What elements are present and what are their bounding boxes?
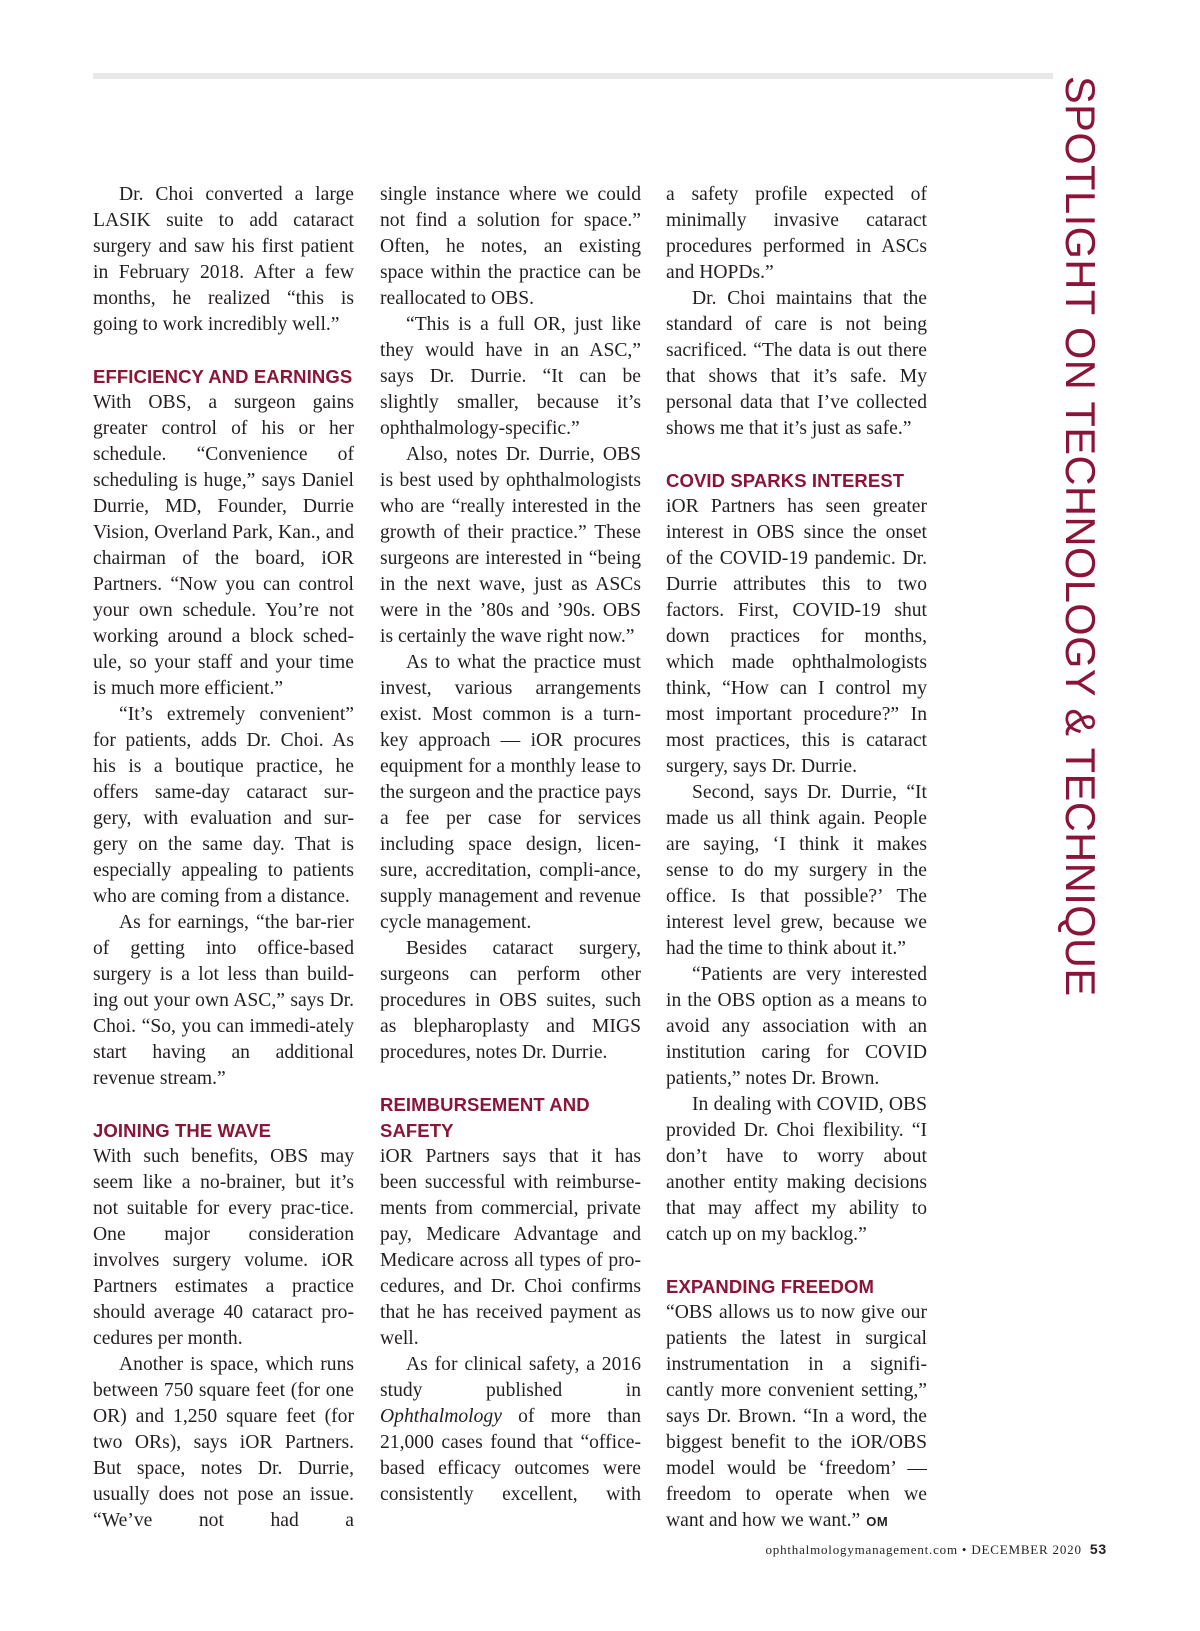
top-rule [93, 73, 1053, 79]
paragraph [666, 962, 927, 1092]
paragraph-text: As for earnings, “the bar-rier of getting into office-based surgery is a lot less than build-ing out your own ASC,” says Dr. Choi. “So, you can immedi-ately start having an additional revenue stream.” [93, 912, 354, 1089]
journal-title: Ophthalmology [380, 1406, 502, 1427]
paragraph-text: iOR Partners says that it has been successful with reimburse-ments from commercial, private pay, Medicare Advantage and Medicare across all types of pro-cedures, and Dr. Choi confirms that he has received payment as well. [380, 1146, 641, 1349]
section-heading: JOINING THE WAVE [93, 1120, 272, 1141]
paragraph [380, 182, 641, 312]
paragraph-text: Second, says Dr. Durrie, “It made us all think again. People are saying, ‘I think it makes sense to do my surgery in the office. Is that possible?’ The interest level grew, because we had the time to think about it.” [666, 782, 927, 959]
page-footer [766, 1541, 1108, 1558]
paragraph-text: “This is a full OR, just like they would have in an ASC,” says Dr. Durrie. “It can be slightly smaller, because it’s ophthalmology-specific.” [380, 314, 641, 439]
column-2 [380, 182, 641, 1508]
paragraph [93, 1352, 354, 1534]
paragraph [666, 1300, 927, 1535]
paragraph-text: “It’s extremely convenient” for patients, adds Dr. Choi. As his is a boutique practice, he offers same-day cataract sur-gery, with evaluation and sur-gery on the same day. That is especially appealing to patients who are coming from a distance. [93, 704, 354, 907]
column-3 [666, 182, 927, 1535]
section-heading: REIMBURSEMENT AND SAFETY [380, 1094, 590, 1141]
paragraph [93, 702, 354, 910]
paragraph [93, 390, 354, 702]
paragraph-text: iOR Partners has seen greater interest in OBS since the onset of the COVID-19 pandemic. Dr. Durrie attributes this to two factors. First, COVID-19 shut down practices for months, which made ophthalmologists think, “How can I control my most important procedure?” In most practices, this is cataract surgery, says Dr. Durrie. [666, 496, 927, 777]
section-title: SPOTLIGHT ON TECHNOLOGY & TECHNIQUE [1057, 76, 1104, 997]
paragraph [666, 1092, 927, 1248]
paragraph-text: single instance where we could not find a solution for space.” Often, he notes, an existing space within the practice can be reallocated to OBS. [380, 184, 641, 309]
paragraph [93, 1144, 354, 1352]
section-heading: EXPANDING FREEDOM [666, 1276, 874, 1297]
section-heading: EFFICIENCY AND EARNINGS [93, 366, 353, 387]
paragraph [380, 1352, 641, 1508]
paragraph-text: Another is space, which runs between 750 square feet (for one OR) and 1,250 square feet (for two ORs), says iOR Partners. But space, notes Dr. Durrie, usually does not pose an issue. “We’ve not had a [93, 1354, 354, 1531]
paragraph [380, 442, 641, 650]
paragraph-text: With such benefits, OBS may seem like a no-brainer, but it’s not suitable for every prac-tice. One major consideration involves surgery volume. iOR Partners estimates a practice should average 40 cataract pro-cedures per month. [93, 1146, 354, 1349]
paragraph [380, 650, 641, 936]
paragraph-text: In dealing with COVID, OBS provided Dr. Choi flexibility. “I don’t have to worry about another entity making decisions that may affect my ability to catch up on my backlog.” [666, 1094, 927, 1245]
paragraph [93, 910, 354, 1092]
paragraph [380, 1144, 641, 1352]
paragraph-text: With OBS, a surgeon gains greater control of his or her schedule. “Convenience of scheduling is huge,” says Daniel Durrie, MD, Founder, Durrie Vision, Overland Park, Kan., and chairman of the board, iOR Partners. “Now you can control your own schedule. You’re not working around a block sched-ule, so your staff and your time is much more efficient.” [93, 392, 354, 699]
paragraph [666, 494, 927, 780]
paragraph-text: “OBS allows us to now give our patients the latest in surgical instrumentation in a signifi-cantly more convenient setting,” says Dr. Brown. “In a word, the biggest benefit to the iOR/OBS model would be ‘freedom’ — freedom to operate when we want and how we want.” [666, 1302, 927, 1531]
column-1 [93, 182, 354, 1534]
paragraph [666, 182, 927, 286]
paragraph [380, 312, 641, 442]
end-mark: OM [866, 1514, 889, 1529]
paragraph [380, 936, 641, 1066]
paragraph [666, 286, 927, 442]
paragraph-text: As for clinical safety, a 2016 study published in [380, 1354, 641, 1401]
paragraph-text: Besides cataract surgery, surgeons can perform other procedures in OBS suites, such as blepharoplasty and MIGS procedures, notes Dr. Durrie. [380, 938, 641, 1063]
paragraph-text: Dr. Choi converted a large LASIK suite to add cataract surgery and saw his first patient in February 2018. After a few months, he realized “this is going to work incredibly well.” [93, 184, 354, 335]
paragraph-text: As to what the practice must invest, various arrangements exist. Most common is a turn-key approach — iOR procures equipment for a monthly lease to the surgeon and the practice pays a fee per case for services including space design, licen-sure, accreditation, compli-ance, supply management and revenue cycle management. [380, 652, 641, 933]
page-number: 53 [1089, 1541, 1107, 1557]
paragraph-text: a safety profile expected of minimally invasive cataract procedures performed in ASCs and HOPDs.” [666, 184, 927, 283]
paragraph-text: Also, notes Dr. Durrie, OBS is best used by ophthalmologists who are “really interested in the growth of their practice.” These surgeons are interested in “being in the next wave, just as ASCs were in the ’80s and ’90s. OBS is certainly the wave right now.” [380, 444, 641, 647]
paragraph-text: Dr. Choi maintains that the standard of care is not being sacrificed. “The data is out there that shows that it’s safe. My personal data that I’ve collected shows me that it’s just as safe.” [666, 288, 927, 439]
paragraph-text: “Patients are very interested in the OBS option as a means to avoid any association with an institution caring for COVID patients,” notes Dr. Brown. [666, 964, 927, 1089]
paragraph [93, 182, 354, 338]
paragraph-text: of more than 21,000 cases found that “office-based efficacy outcomes were consistently excellent, with [380, 1406, 641, 1505]
section-heading: COVID SPARKS INTEREST [666, 470, 905, 491]
paragraph [666, 780, 927, 962]
footer-text: ophthalmologymanagement.com • DECEMBER 2020 [765, 1542, 1082, 1557]
